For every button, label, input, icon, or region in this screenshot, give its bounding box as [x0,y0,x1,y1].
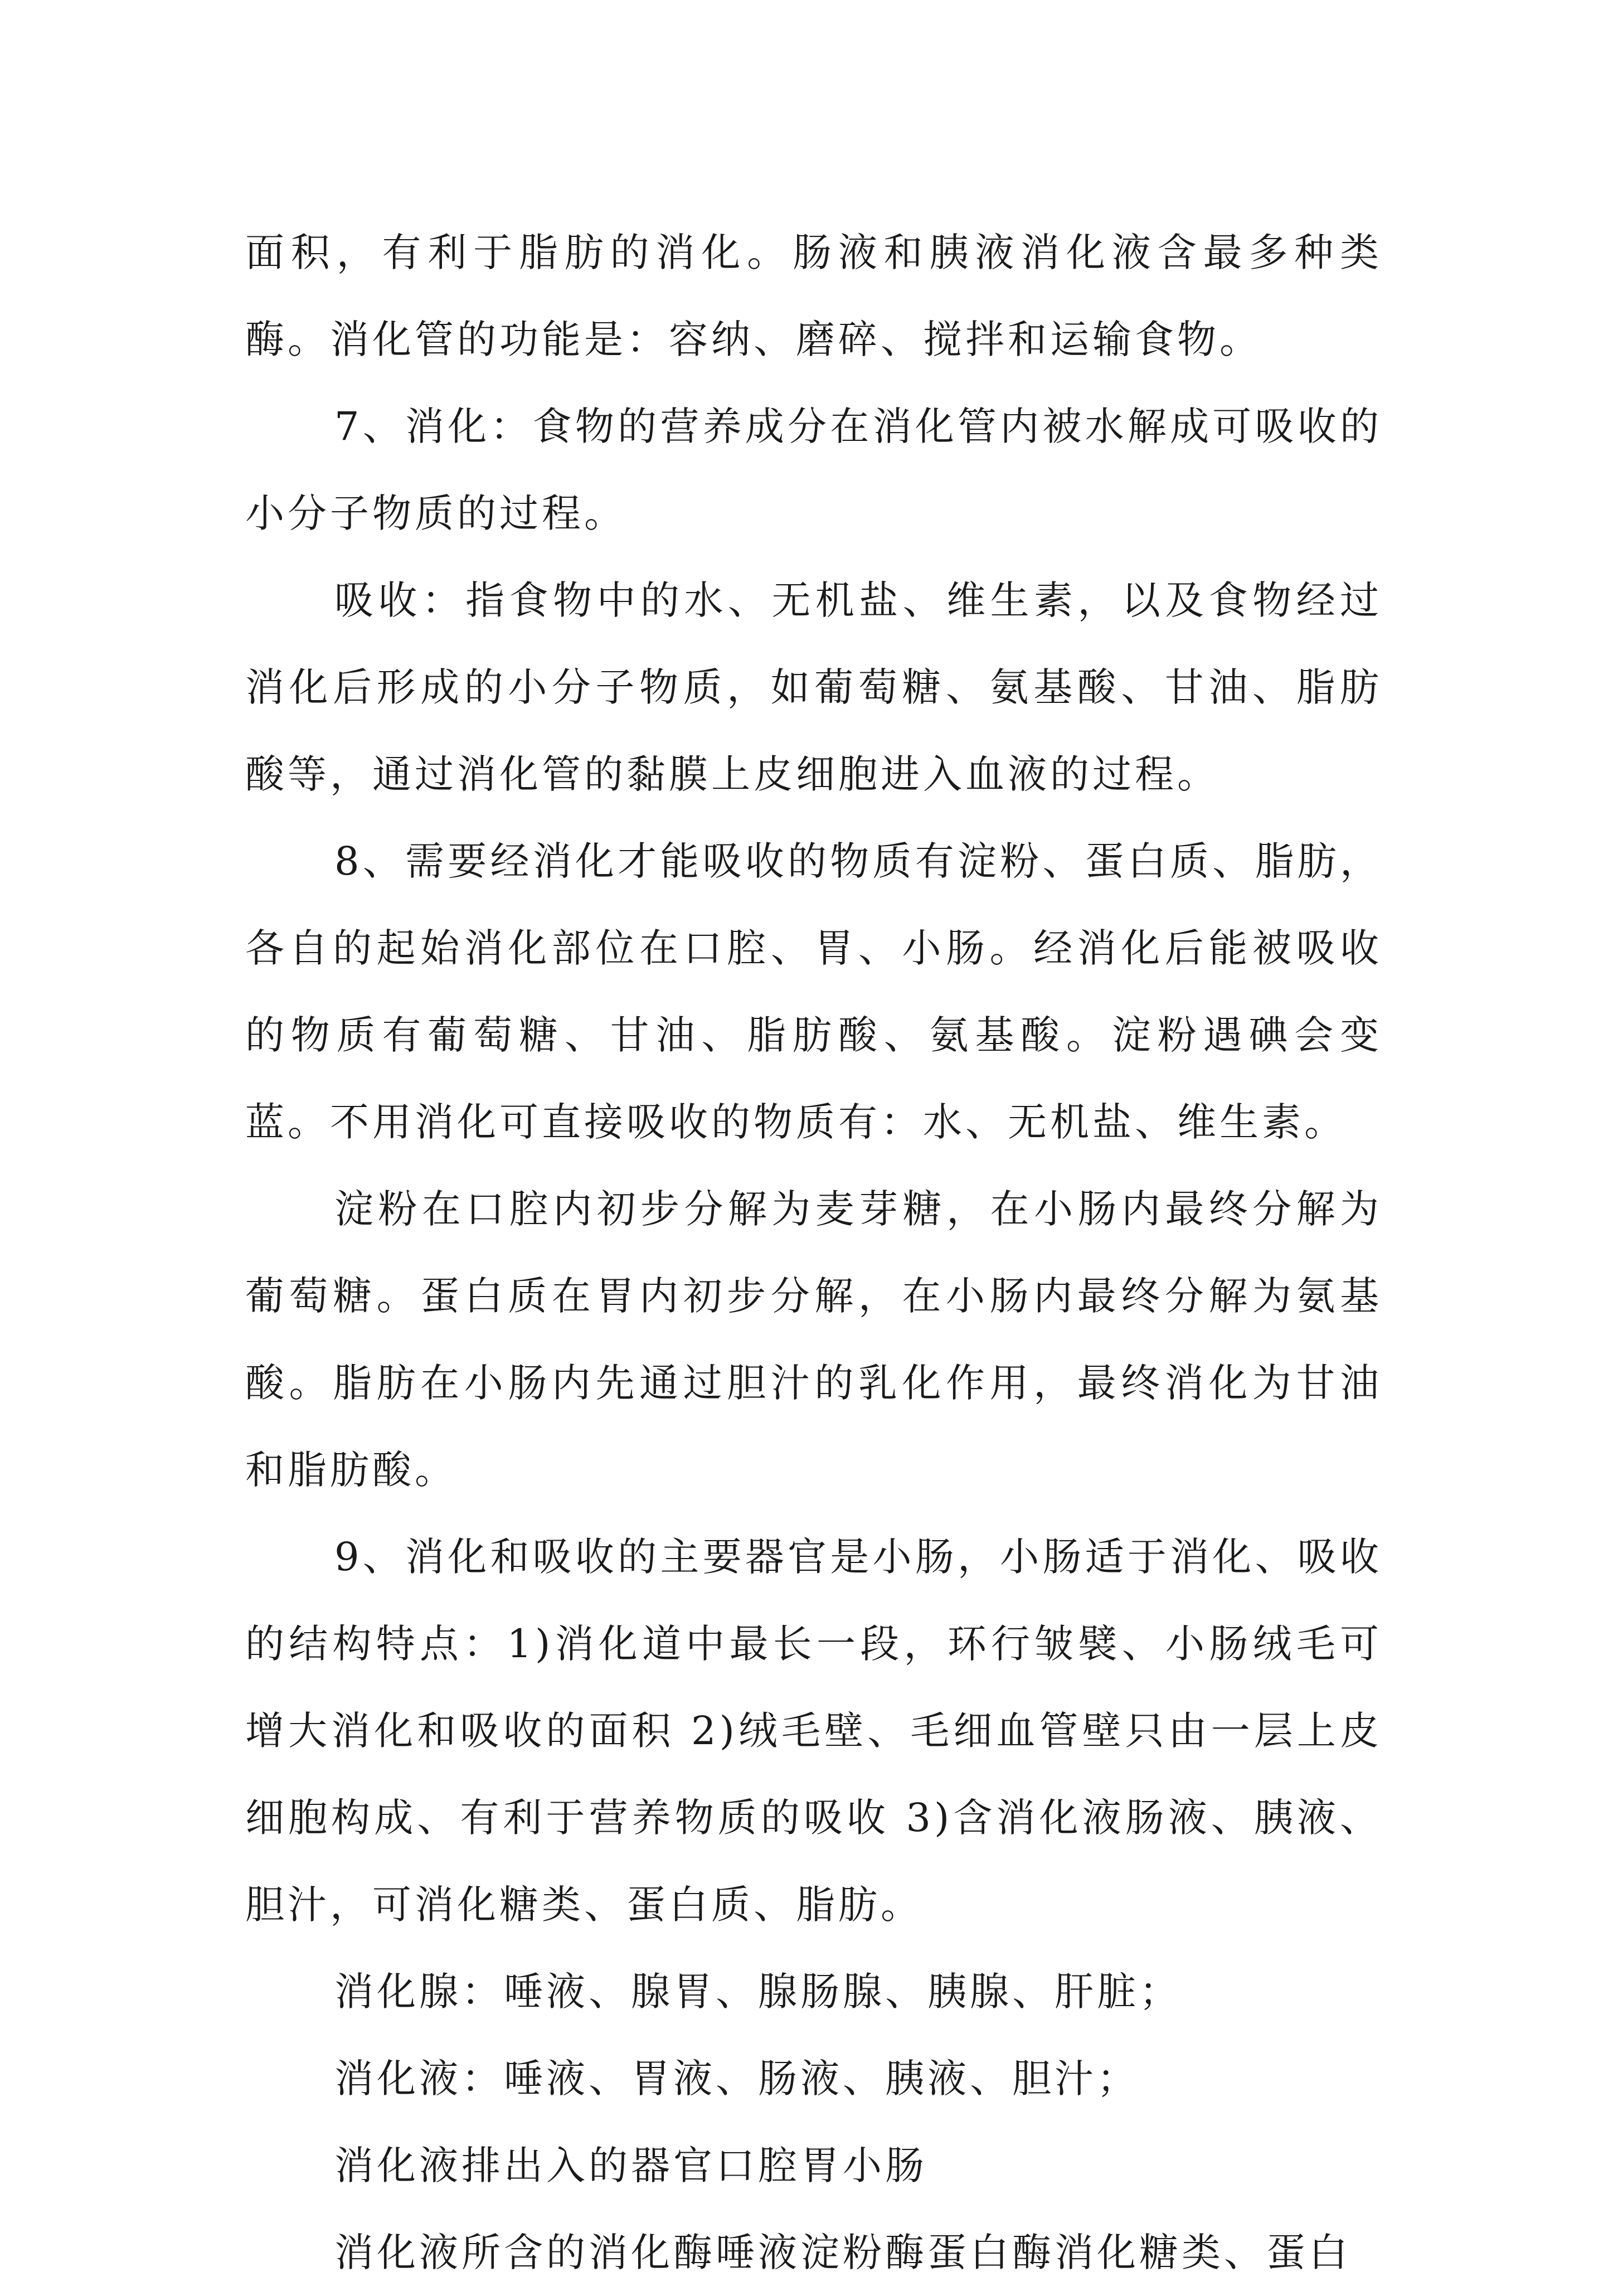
paragraph: 消化液所含的消化酶唾液淀粉酶蛋白酶消化糖类、蛋白 [334,2230,1351,2275]
paragraph: 淀粉在口腔内初步分解为麦芽糖，在小肠内最终分解为葡萄糖。蛋白质在胃内初步分解，在小肠内最终分解为氨基酸。脂肪在小肠内先通过胆汁的乳化作用，最终消化为甘油和脂肪酸。 [245,1186,1382,1493]
paragraph: 面积，有利于脂肪的消化。肠液和胰液消化液含最多种类酶。消化管的功能是：容纳、磨碎、搅拌和运输食物。 [245,230,1382,362]
paragraph: 9、消化和吸收的主要器官是小肠，小肠适于消化、吸收的结构特点：1)消化道中最长一段，环行皱襞、小肠绒毛可增大消化和吸收的面积 2)绒毛壁、毛细血管壁只由一层上皮细胞构成、有利于营养物质的吸收 3)含消化液肠液、胰液、胆汁，可消化糖类、蛋白质、脂肪。 [245,1534,1382,1928]
paragraph: 7、消化：食物的营养成分在消化管内被水解成可吸收的小分子物质的过程。 [245,404,1382,536]
paragraph: 消化液：唾液、胃液、肠液、胰液、胆汁； [334,2056,1139,2101]
paragraph: 消化液排出入的器官口腔胃小肠 [334,2143,927,2188]
paragraph: 8、需要经消化才能吸收的物质有淀粉、蛋白质、脂肪，各自的起始消化部位在口腔、胃、小肠。经消化后能被吸收的物质有葡萄糖、甘油、脂肪酸、氨基酸。淀粉遇碘会变蓝。不用消化可直接吸收的物质有：水、无机盐、维生素。 [245,838,1382,1145]
document-body [245,209,1382,2296]
paragraph: 消化腺：唾液、腺胃、腺肠腺、胰腺、肝脏； [334,1969,1182,2015]
paragraph: 吸收：指食物中的水、无机盐、维生素，以及食物经过消化后形成的小分子物质，如葡萄糖、氨基酸、甘油、脂肪酸等，通过消化管的黏膜上皮细胞进入血液的过程。 [245,577,1382,797]
